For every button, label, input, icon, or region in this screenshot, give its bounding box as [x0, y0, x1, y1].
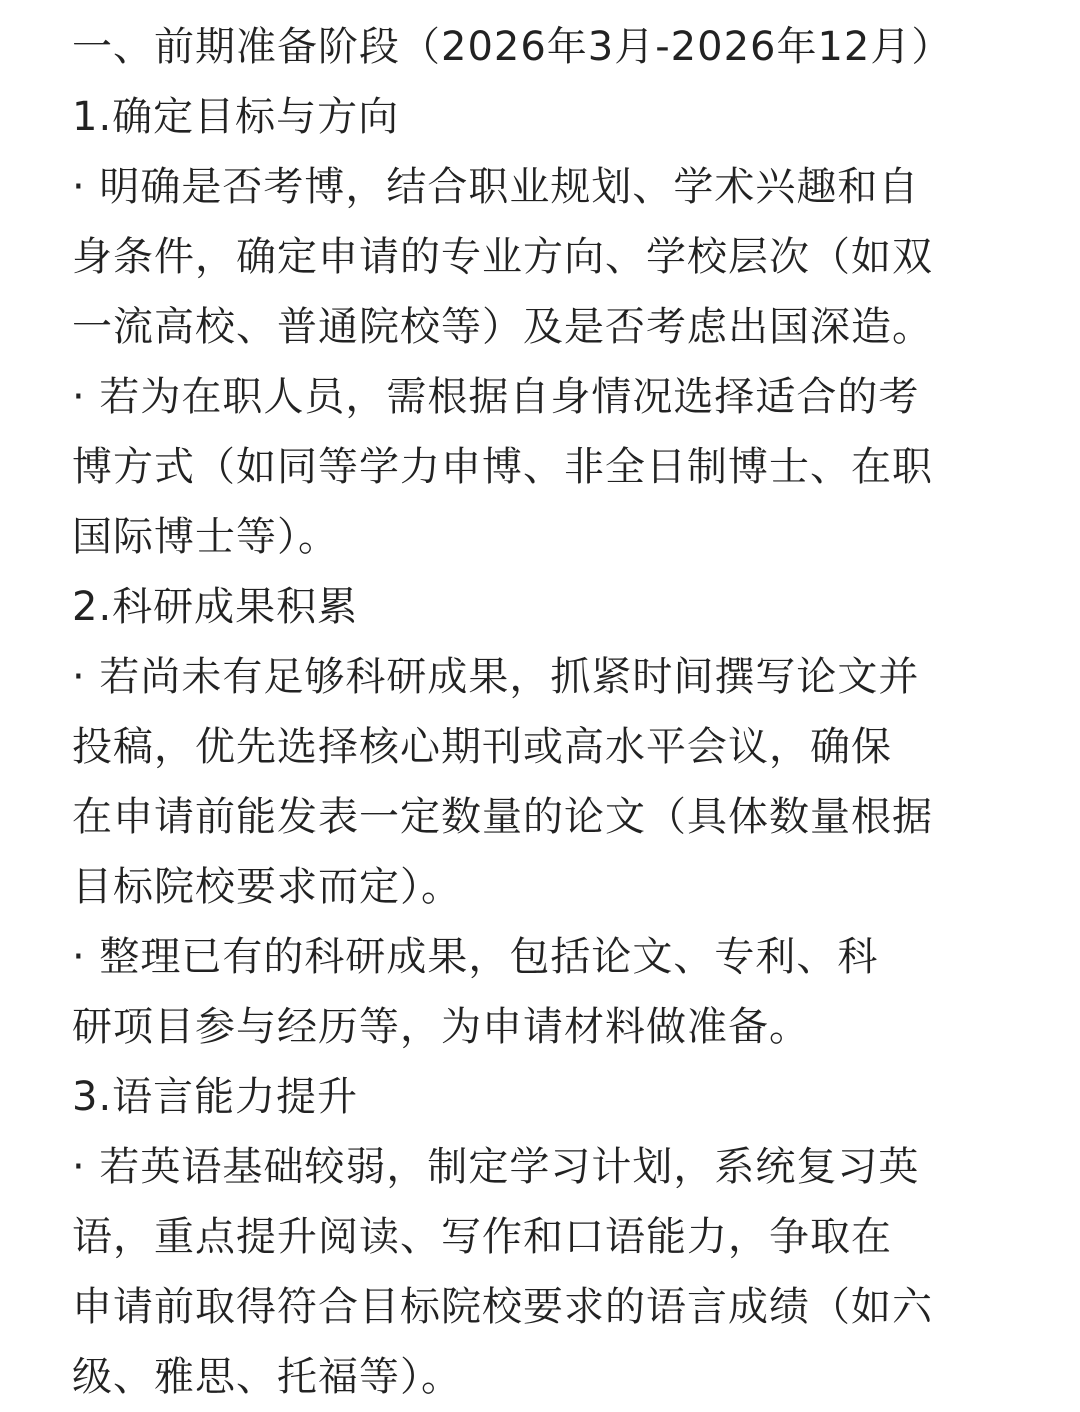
paragraph-line: 申请前取得符合目标院校要求的语言成绩（如六	[72, 1284, 933, 1330]
paragraph-line: · 若尚未有足够科研成果，抓紧时间撰写论文并	[72, 654, 920, 700]
paragraph-line: · 明确是否考博，结合职业规划、学术兴趣和自	[72, 164, 920, 210]
bullet-english-study	[72, 1132, 1012, 1412]
paragraph-line: 在申请前能发表一定数量的论文（具体数量根据	[72, 794, 933, 840]
paragraph-line: 身条件，确定申请的专业方向、学校层次（如双	[72, 234, 933, 280]
paragraph-line: 级、雅思、托福等）。	[72, 1354, 462, 1400]
paragraph-line: · 若英语基础较弱，制定学习计划，系统复习英	[72, 1144, 920, 1190]
subsection-title-goals: 1.确定目标与方向	[72, 94, 400, 140]
paragraph-line: · 整理已有的科研成果，包括论文、专利、科	[72, 934, 879, 980]
subsection-title-language: 3.语言能力提升	[72, 1074, 359, 1120]
bullet-publish-papers	[72, 642, 1012, 922]
paragraph-line: 研项目参与经历等，为申请材料做准备。	[72, 1004, 810, 1050]
paragraph-line: 目标院校要求而定）。	[72, 864, 462, 910]
paragraph-line: 博方式（如同等学力申博、非全日制博士、在职	[72, 444, 933, 490]
bullet-organize-results	[72, 922, 1012, 1062]
bullet-goals-direction	[72, 152, 1012, 362]
paragraph-line: 语，重点提升阅读、写作和口语能力，争取在	[72, 1214, 892, 1260]
paragraph-line: 投稿，优先选择核心期刊或高水平会议，确保	[72, 724, 892, 770]
bullet-working-staff	[72, 362, 1012, 572]
section-heading: 一、前期准备阶段（2026年3月-2026年12月）	[72, 24, 953, 70]
paragraph-line: 国际博士等）。	[72, 514, 339, 560]
paragraph-line: 一流高校、普通院校等）及是否考虑出国深造。	[72, 304, 933, 350]
subsection-title-research: 2.科研成果积累	[72, 584, 359, 630]
paragraph-line: · 若为在职人员，需根据自身情况选择适合的考	[72, 374, 920, 420]
